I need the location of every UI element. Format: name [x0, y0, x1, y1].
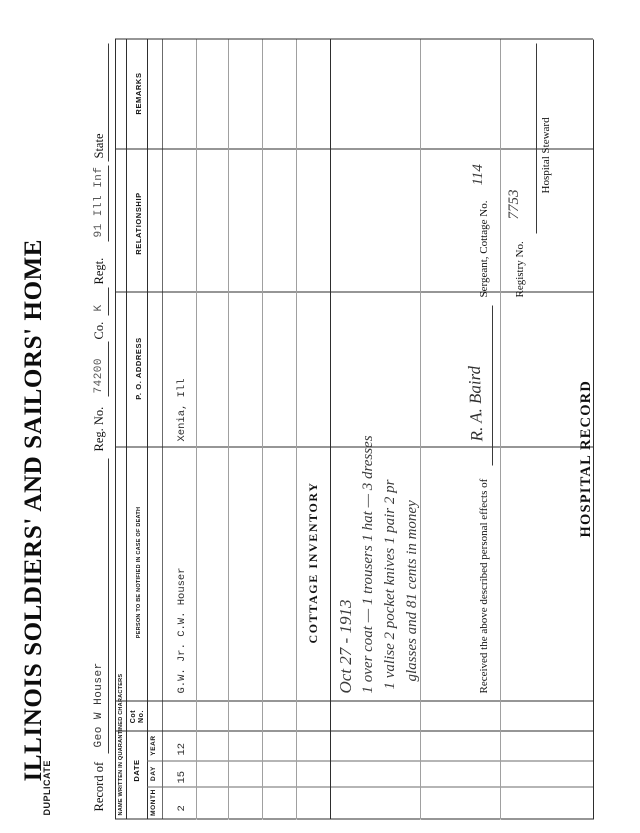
- row-rule-5: [330, 39, 331, 819]
- co-label: Co.: [92, 321, 106, 339]
- record-of-underline: [108, 458, 109, 753]
- regt-label: Regt.: [92, 257, 106, 284]
- row-rule-1: [196, 39, 197, 819]
- col-header-po-address: P. O. ADDRESS: [134, 336, 143, 400]
- reg-no-underline: [108, 341, 109, 396]
- table-header-rule: [147, 39, 148, 819]
- rule-month-day: [147, 786, 593, 787]
- regt-value: 91 Ill Inf: [93, 165, 105, 237]
- inventory-line-1: 1 over coat — 1 trousers 1 hat — 3 dresses: [360, 434, 376, 693]
- inventory-line-3: glasses and 81 cents in money: [404, 499, 420, 681]
- col-header-cot-no: Cot No.: [130, 709, 145, 723]
- hospital-steward-label: Hospital Steward: [540, 116, 552, 193]
- co-underline: [108, 287, 109, 315]
- col-header-relationship: RELATIONSHIP: [134, 191, 143, 255]
- col-header-year: YEAR: [150, 734, 157, 756]
- row-rule-4: [296, 39, 297, 819]
- state-underline: [108, 43, 109, 161]
- table-caption: NAME WRITTEN IN QUARANTINED CHARACTERS: [118, 673, 124, 815]
- cell-day: 15: [176, 770, 188, 783]
- row-rule-2: [228, 39, 229, 819]
- cell-po-address: Xenia, Ill: [176, 377, 188, 441]
- cell-month: 2: [176, 804, 188, 811]
- rank-cottage-value: 114: [470, 163, 486, 185]
- rule-relationship-remarks: [115, 148, 593, 149]
- rule-day-year: [147, 760, 593, 761]
- record-of-value: Geo W Houser: [93, 661, 105, 747]
- receipt-underline: [492, 305, 493, 465]
- reg-no-label: Reg. No.: [92, 406, 106, 451]
- hospital-steward-underline: [536, 43, 537, 233]
- table-top-border: [115, 39, 116, 819]
- table-caption-rule: [126, 39, 127, 819]
- col-header-month: MONTH: [150, 788, 157, 816]
- rule-year-cot: [115, 730, 593, 731]
- regt-underline: [108, 165, 109, 241]
- duplicate-stamp: DUPLICATE: [42, 759, 52, 815]
- rule-cot-person: [115, 700, 593, 701]
- table-left-border: [115, 818, 593, 819]
- state-label: State: [92, 133, 106, 158]
- row-rule-6: [420, 39, 421, 819]
- inventory-line-2: 1 valise 2 pocket knives 1 pair 2 pr: [382, 479, 398, 689]
- reg-no-value: 74200: [93, 357, 105, 393]
- col-header-remarks: REMARKS: [134, 71, 143, 115]
- row-rule-3: [262, 39, 263, 819]
- rule-person-address: [115, 446, 593, 447]
- cottage-inventory-title: COTTAGE INVENTORY: [306, 480, 320, 643]
- hospital-record-footer: HOSPITAL RECORD: [578, 379, 594, 537]
- page-title: ILLINOIS SOLDIERS' AND SAILORS' HOME: [20, 238, 47, 781]
- inventory-date: Oct 27 - 1913: [336, 599, 355, 693]
- signature: R. A. Baird: [464, 365, 487, 442]
- cell-year: 12: [176, 742, 188, 755]
- record-of-label: Record of: [92, 761, 106, 811]
- table-right-border: [115, 38, 593, 39]
- row-rule-7: [500, 39, 501, 819]
- registry-no-label: Registry No.: [514, 240, 526, 297]
- col-header-day: DAY: [150, 765, 157, 781]
- registry-no-value: 7753: [506, 189, 522, 219]
- col-header-person-notified: PERSON TO BE NOTIFIED IN CASE OF DEATH: [136, 506, 142, 638]
- co-value: K: [93, 303, 105, 311]
- table-subheader-rule: [162, 39, 163, 819]
- cell-person-notified: G.W. Jr. C.W. Houser: [176, 566, 188, 693]
- col-header-date: DATE: [132, 758, 141, 782]
- rank-cottage-label: Sergeant, Cottage No.: [478, 200, 490, 297]
- receipt-text: Received the above described personal effects of: [478, 478, 490, 693]
